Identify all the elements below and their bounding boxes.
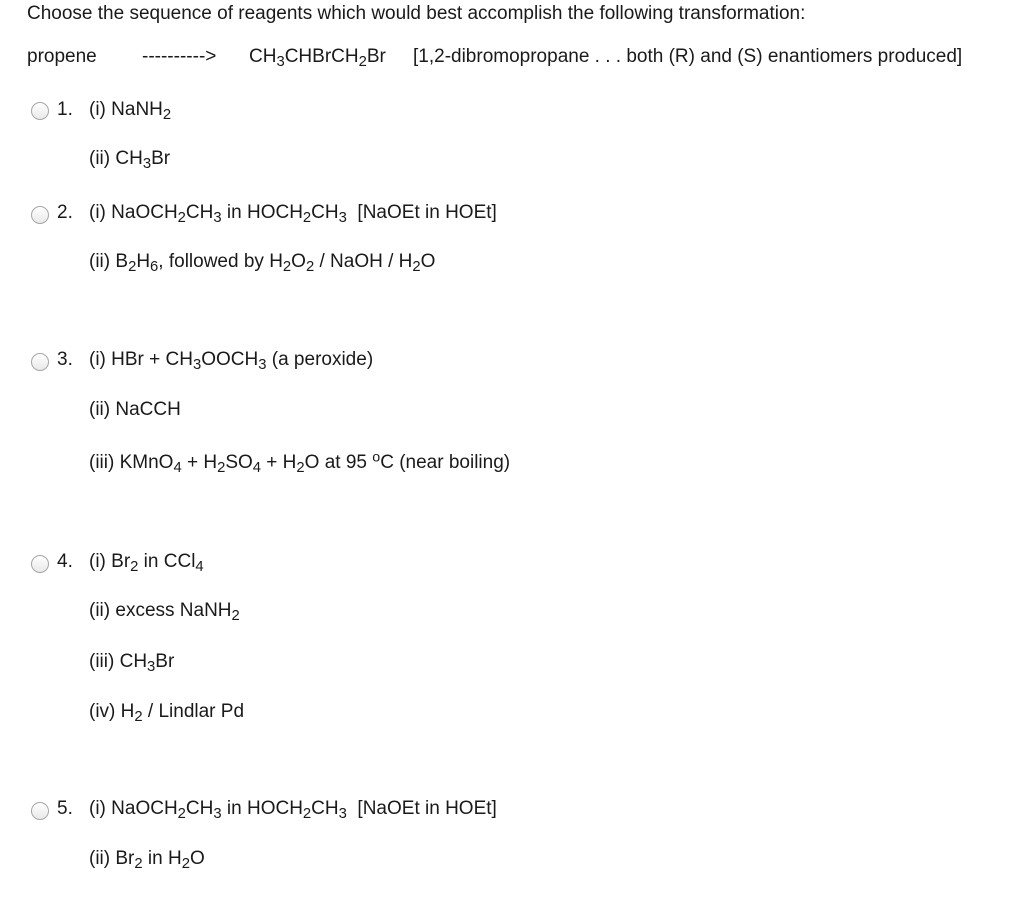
option-2-radio[interactable] [31,206,49,224]
reagent-step [89,399,181,421]
formula-text: + H [261,452,297,473]
reagent-step [89,701,245,726]
formula-subscript: 2 [177,210,186,227]
option-number: 1. [57,99,73,120]
formula-text: (i) Br [89,551,131,572]
formula-subscript: 2 [302,806,312,823]
formula-text: (a peroxide) [266,349,374,370]
reagent-step [89,600,240,625]
degree-superscript: o [372,449,381,466]
formula-text: CH [185,202,214,223]
formula-text: (ii) Br [89,848,135,869]
reagent-step [89,551,204,576]
option-4-radio[interactable] [31,555,49,573]
option-number: 4. [57,551,73,572]
formula-subscript: 3 [147,659,156,676]
formula-subscript: 3 [338,806,347,823]
formula-subscript: 2 [128,259,137,276]
formula-subscript: 3 [258,357,267,374]
formula-subscript: 4 [173,460,182,477]
formula-text: OOCH [201,349,259,370]
formula-text: CH [311,798,339,819]
formula-text: (i) HBr + CH [89,349,193,370]
formula-text: Br [151,148,171,169]
formula-text: , followed by H [158,251,283,272]
formula-text: (ii) excess NaNH [89,600,232,621]
formula-subscript: 6 [150,259,159,276]
reagent-step [89,651,175,676]
question-prompt: Choose the sequence of reagents which would best accomplish the following transformation: [27,3,806,24]
formula-text: (iv) H [89,701,135,722]
formula-subscript: 2 [282,259,292,276]
product-note: [1,2-dibromopropane . . . both (R) and (S) enantiomers produced] [413,46,963,67]
formula-subscript: 2 [134,856,143,873]
formula-text: [NaOEt in HOEt] [346,798,497,819]
formula-text: CH [311,202,339,223]
formula-subscript: 2 [296,460,305,477]
formula-subscript: 2 [134,709,143,726]
option-number: 5. [57,798,73,819]
formula-subscript: 2 [162,107,172,124]
formula-text: / NaOH / H [314,251,413,272]
formula-subscript: 2 [181,856,190,873]
formula-text: C (near boiling) [380,452,511,473]
reagent-step [89,202,497,227]
formula-text: SO [225,452,253,473]
formula-text: CH [185,798,214,819]
formula-text: H [136,251,151,272]
formula-subscript: 3 [192,357,202,374]
option-3-radio[interactable] [31,353,49,371]
option-1-radio[interactable] [31,102,49,120]
reagent-step [89,349,374,374]
reaction-arrow: ----------> [142,46,217,67]
reagent-step [89,848,205,873]
formula-subscript: 2 [305,259,315,276]
formula-text: in H [142,848,182,869]
formula-subscript: 2 [177,806,186,823]
formula-subscript: 4 [195,559,204,576]
formula-text: in HOCH [221,798,303,819]
reagent-step [89,99,172,124]
formula-text: in HOCH [221,202,303,223]
product-formula [249,46,386,71]
reagent-step [89,251,436,276]
formula-text: (i) NaNH [89,99,163,120]
formula-text: [NaOEt in HOEt] [346,202,497,223]
formula-text: CH [249,46,277,67]
formula-text: (i) NaOCH [89,798,178,819]
formula-text: (ii) CH [89,148,143,169]
formula-text: (iii) KMnO [89,452,174,473]
formula-subscript: 3 [142,156,152,173]
formula-subscript: 2 [231,608,240,625]
formula-text: Br [155,651,175,672]
formula-subscript: 2 [358,54,367,71]
reactant-name: propene [27,46,97,67]
reagent-step [89,148,171,173]
formula-text: in CCl [138,551,196,572]
formula-subscript: 2 [217,460,226,477]
formula-subscript: 2 [412,259,421,276]
formula-subscript: 3 [276,54,285,71]
formula-text: O at 95 [304,452,373,473]
formula-text: CHBrCH [284,46,359,67]
formula-subscript: 2 [130,559,139,576]
formula-subscript: 3 [213,806,222,823]
formula-subscript: 4 [252,460,262,477]
formula-text: O [420,251,436,272]
formula-text: (ii) NaCCH [89,399,181,420]
formula-text: / Lindlar Pd [142,701,245,722]
formula-subscript: 3 [213,210,222,227]
formula-text: O [189,848,205,869]
formula-subscript: 2 [302,210,312,227]
formula-text: (ii) B [89,251,129,272]
formula-text: O [291,251,306,272]
option-number: 2. [57,202,73,223]
reagent-step [89,449,511,477]
reagent-step [89,798,497,823]
formula-text: (iii) CH [89,651,148,672]
option-number: 3. [57,349,73,370]
option-5-radio[interactable] [31,802,49,820]
formula-subscript: 3 [338,210,347,227]
formula-text: Br [366,46,386,67]
formula-text: + H [181,452,218,473]
formula-text: (i) NaOCH [89,202,178,223]
